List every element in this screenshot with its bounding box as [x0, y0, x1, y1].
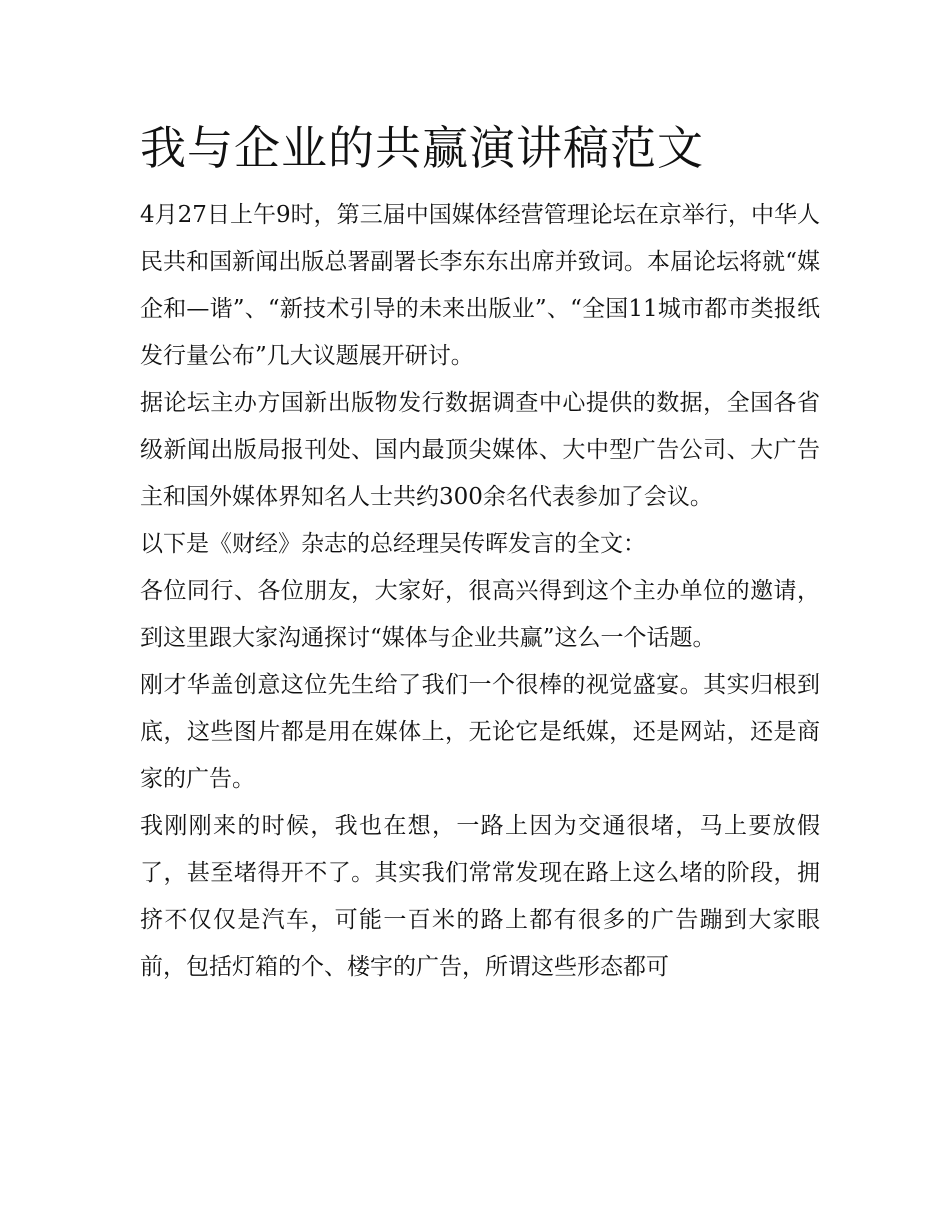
paragraph-visual-feast: 刚才华盖创意这位先生给了我们一个很棒的视觉盛宴。其实归根到底，这些图片都是用在媒体上，无论它是纸媒，还是网站，还是商家的广告。 — [140, 672, 820, 792]
paragraph-greeting: 各位同行、各位朋友，大家好，很高兴得到这个主办单位的邀请，到这里跟大家沟通探讨“媒体与企业共赢”这么一个话题。 — [140, 578, 820, 651]
paragraph-speech-intro: 以下是《财经》杂志的总经理吴传晖发言的全文： — [140, 531, 646, 557]
document-page — [140, 112, 820, 991]
paragraph-attendees: 据论坛主办方国新出版物发行数据调查中心提供的数据，全国各省级新闻出版局报刊处、国内最顶尖媒体、大中型广告公司、大广告主和国外媒体界知名人士共约300余名代表参加了会议。 — [140, 390, 820, 510]
document-title: 我与企业的共赢演讲稿范文 — [140, 121, 704, 175]
paragraph-traffic-ads: 我刚刚来的时候，我也在想，一路上因为交通很堵，马上要放假了，甚至堵得开不了。其实我们常常发现在路上这么堵的阶段，拥挤不仅仅是汽车，可能一百米的路上都有很多的广告蹦到大家眼前，包括灯箱的个、楼宇的广告，所谓这些形态都可 — [140, 813, 820, 980]
paragraph-forum-intro: 4月27日上午9时，第三届中国媒体经营管理论坛在京举行，中华人民共和国新闻出版总署副署长李东东出席并致词。本届论坛将就“媒企和—谐”、“新技术引导的未来出版业”、“全国11城市都市类报纸发行量公布”几大议题展开研讨。 — [140, 202, 820, 369]
